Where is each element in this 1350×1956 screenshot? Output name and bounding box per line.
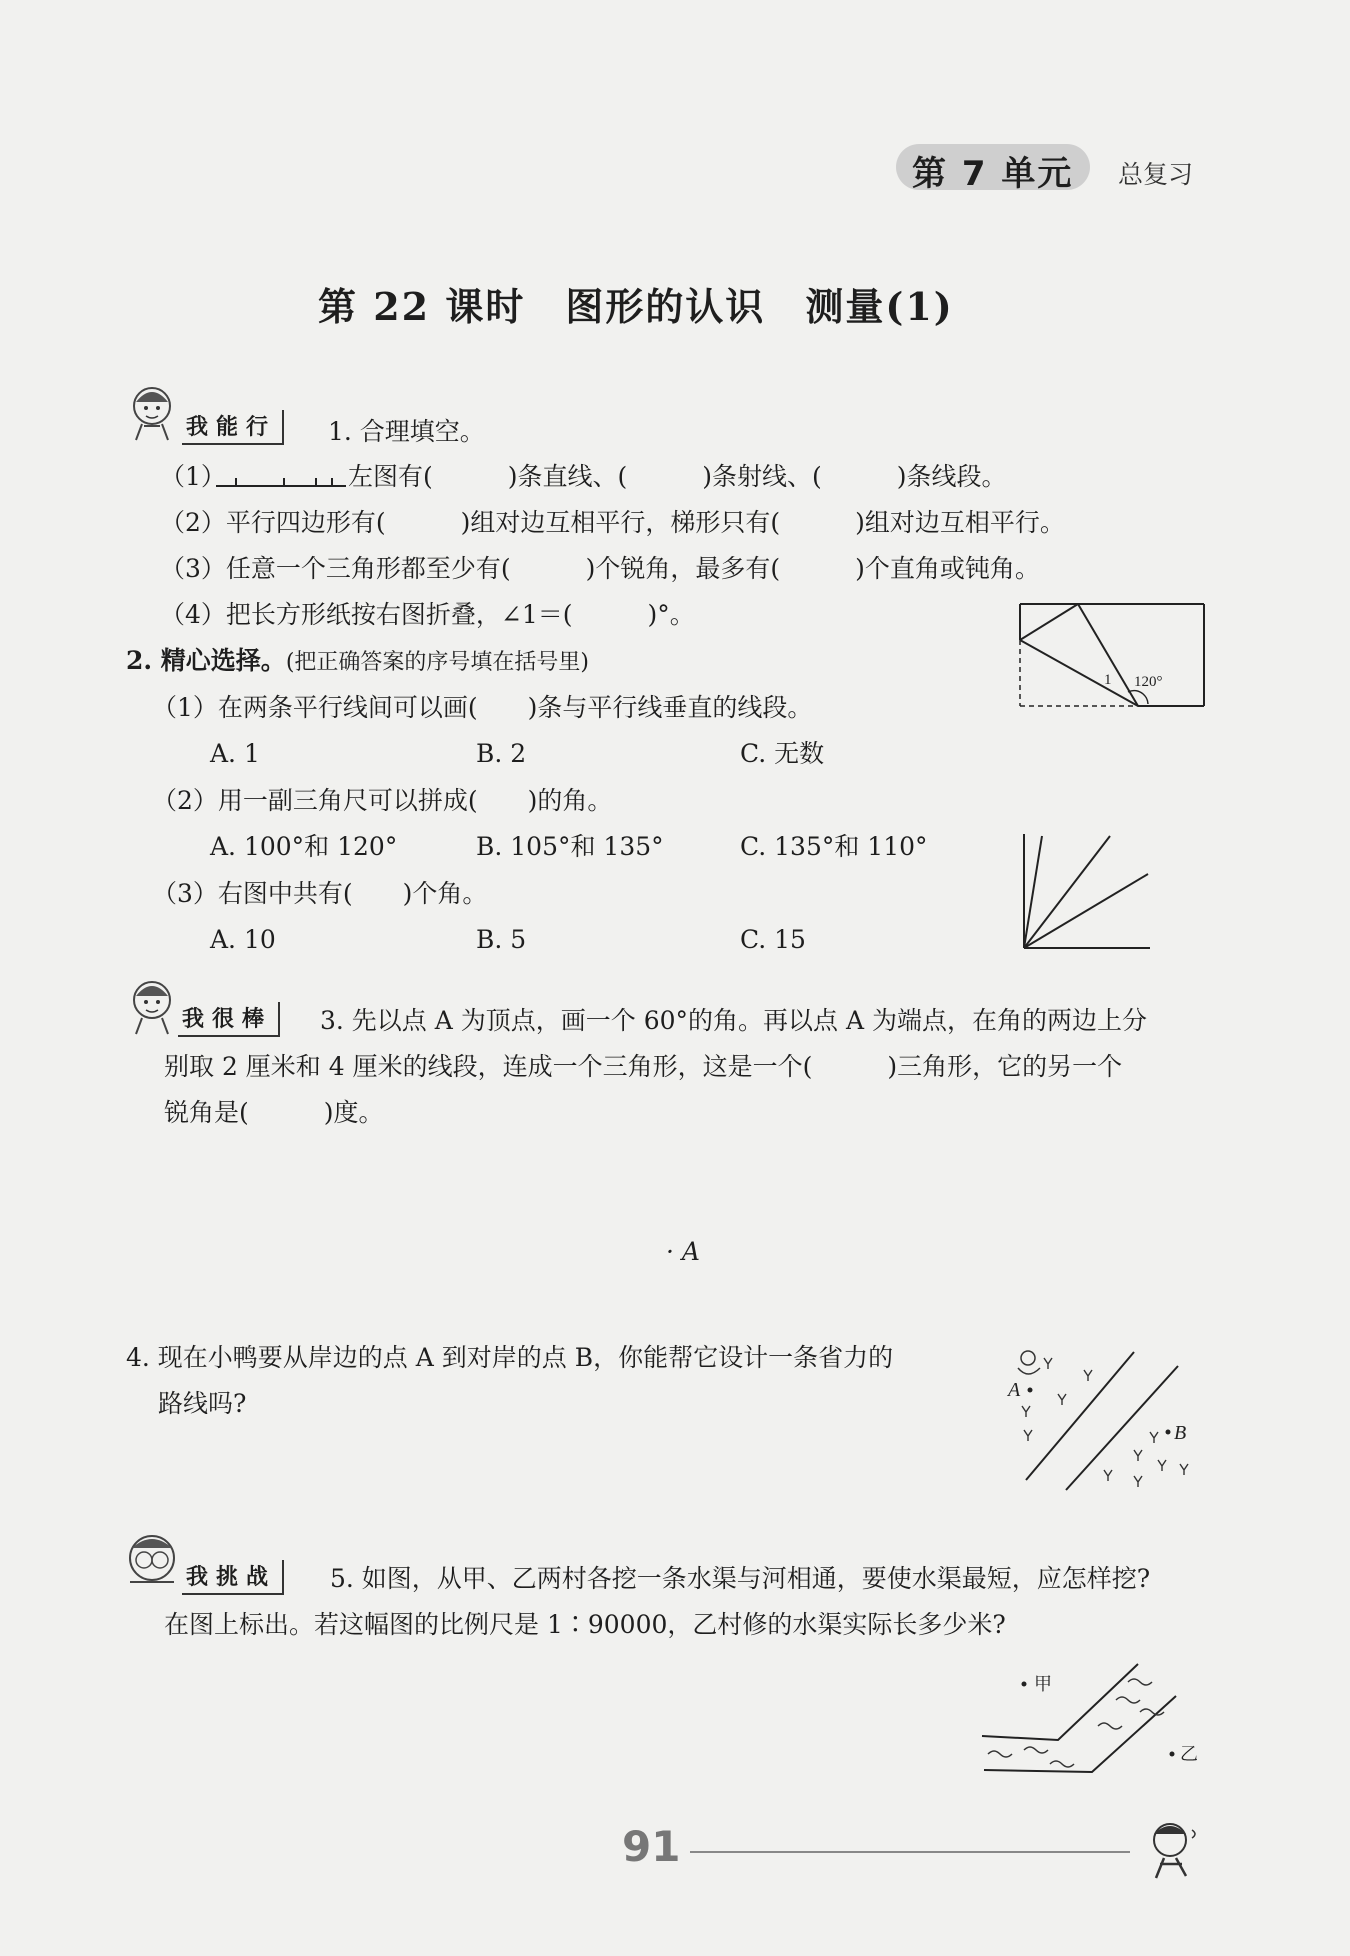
q2-title-text: 2. 精心选择。 bbox=[126, 646, 286, 675]
level-tag-1: 我能行 bbox=[182, 410, 284, 445]
q2-part-2-stem: （2）用一副三角尺可以拼成( )的角。 bbox=[152, 786, 613, 815]
q2-part-1-option-a: A. 1 bbox=[210, 739, 260, 768]
fold-angle-given-label: 120° bbox=[1134, 674, 1163, 690]
q1-title: 1. 合理填空。 bbox=[328, 417, 485, 446]
q2-hint: (把正确答案的序号填在括号里) bbox=[285, 650, 589, 675]
q3-line-2: 别取 2 厘米和 4 厘米的线段，连成一个三角形，这是一个( )三角形，它的另一个 bbox=[164, 1052, 1123, 1081]
q2-part-1-option-b: B. 2 bbox=[476, 739, 527, 768]
q2-part-2-option-a: A. 100°和 120° bbox=[210, 832, 398, 861]
unit-title: 第 7 单元 bbox=[912, 154, 1074, 194]
q2-part-3-option-b: B. 5 bbox=[476, 925, 527, 954]
mascot-girl-icon-2 bbox=[122, 974, 182, 1038]
lesson-title: 第 22 课时 图形的认识 测量(1) bbox=[318, 284, 954, 329]
q1-item-2: （2）平行四边形有( )组对边互相平行，梯形只有( )组对边互相平行。 bbox=[160, 508, 1065, 537]
mascot-children-icon bbox=[122, 1530, 182, 1596]
river-duck-figure bbox=[1000, 1340, 1200, 1490]
q1-item-3: （3）任意一个三角形都至少有( )个锐角，最多有( )个直角或钝角。 bbox=[160, 554, 1040, 583]
q1-item-1-number: （1） bbox=[160, 462, 226, 491]
q4-line-2: 路线吗? bbox=[158, 1389, 247, 1418]
q5-line-2: 在图上标出。若这幅图的比例尺是 1∶90000，乙村修的水渠实际长多少米? bbox=[164, 1610, 1006, 1639]
q1-item-4: （4）把长方形纸按右图折叠，∠1＝( )°。 bbox=[160, 600, 695, 629]
point-a-label: · A bbox=[666, 1237, 700, 1266]
q2-part-2-option-b: B. 105°和 135° bbox=[476, 832, 664, 861]
q2-part-2-option-c: C. 135°和 110° bbox=[740, 832, 928, 861]
folded-rectangle-figure bbox=[1020, 600, 1206, 710]
fold-angle-1-label: 1 bbox=[1104, 672, 1112, 688]
q3-line-3: 锐角是( )度。 bbox=[164, 1098, 384, 1127]
q2-title bbox=[126, 643, 589, 681]
page-number: 91 bbox=[622, 1822, 681, 1871]
q2-part-1-stem: （1）在两条平行线间可以画( )条与平行线垂直的线段。 bbox=[152, 693, 813, 722]
q3-line-1: 3. 先以点 A 为顶点，画一个 60°的角。再以点 A 为端点，在角的两边上分 bbox=[320, 1006, 1147, 1035]
q1-line-figure bbox=[216, 472, 346, 492]
mascot-boy-icon bbox=[1136, 1814, 1206, 1884]
section-label: 总复习 bbox=[1118, 160, 1194, 189]
footer-rule bbox=[690, 1851, 1130, 1853]
river-villages-figure bbox=[980, 1660, 1210, 1780]
q4-line-1: 4. 现在小鸭要从岸边的点 A 到对岸的点 B，你能帮它设计一条省力的 bbox=[126, 1343, 894, 1372]
level-tag-2: 我很棒 bbox=[178, 1002, 280, 1037]
level-tag-3: 我挑战 bbox=[182, 1560, 284, 1595]
q2-part-3-option-a: A. 10 bbox=[210, 925, 276, 954]
angle-rays-figure bbox=[1022, 832, 1152, 952]
grass-marks bbox=[1022, 1358, 1188, 1487]
river-point-b-label: B bbox=[1174, 1422, 1187, 1444]
river-point-a-label: A bbox=[1008, 1379, 1021, 1401]
mascot-girl-icon bbox=[122, 380, 182, 444]
q5-line-1: 5. 如图，从甲、乙两村各挖一条水渠与河相通，要使水渠最短，应怎样挖? bbox=[330, 1564, 1151, 1593]
village-jia-label: 甲 bbox=[1034, 1674, 1052, 1694]
q2-part-1-option-c: C. 无数 bbox=[740, 739, 825, 768]
q1-item-1: 左图有( )条直线、( )条射线、( )条线段。 bbox=[348, 462, 1007, 491]
q2-part-3-option-c: C. 15 bbox=[740, 925, 806, 954]
village-yi-label: 乙 bbox=[1180, 1744, 1198, 1764]
q2-part-3-stem: （3）右图中共有( )个角。 bbox=[152, 879, 488, 908]
